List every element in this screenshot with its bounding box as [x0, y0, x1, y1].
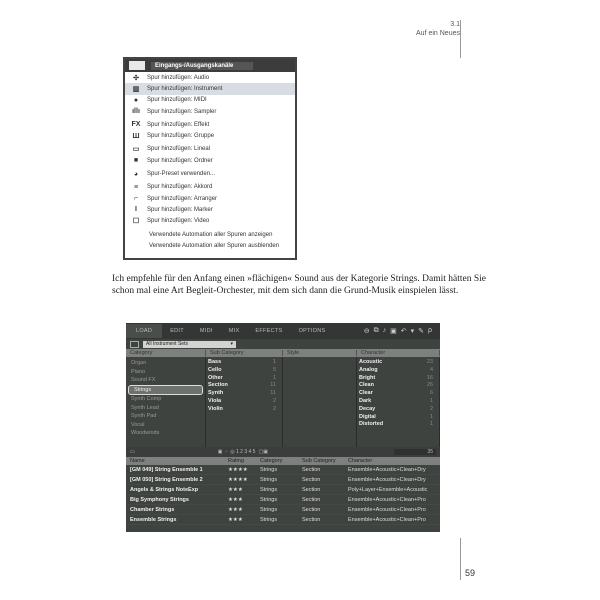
result-row[interactable] — [126, 465, 440, 475]
item-count: 5 — [272, 366, 276, 373]
menu-item-label: Spur hinzufügen: Effekt — [147, 121, 210, 128]
cell-rating: ★★★ — [228, 516, 243, 523]
category-list — [126, 357, 206, 447]
menu-item-label: Spur hinzufügen: Instrument — [147, 85, 223, 92]
filter-column-headers — [126, 349, 440, 357]
character-item[interactable] — [357, 382, 439, 390]
item-label: Other — [208, 374, 223, 381]
character-item[interactable] — [357, 375, 439, 383]
menu-item[interactable] — [125, 193, 295, 204]
subcategory-item[interactable] — [206, 359, 282, 367]
cell-name: Ensemble Strings — [130, 516, 177, 523]
col-character[interactable]: Character — [357, 350, 440, 356]
note-icon[interactable]: ♪ — [382, 327, 387, 334]
filter-icon[interactable]: ▣ — [217, 449, 223, 455]
cell-rating: ★★★ — [228, 496, 243, 503]
sampler-icon: ıllı — [132, 108, 140, 116]
cell-sub: Section — [302, 516, 321, 523]
midi-icon: ● — [133, 96, 139, 104]
col-style[interactable]: Style — [283, 350, 357, 356]
item-label: Synth — [208, 390, 224, 397]
category-item[interactable]: Piano — [131, 368, 146, 375]
character-item[interactable] — [357, 398, 439, 406]
result-row[interactable] — [126, 475, 440, 485]
category-item[interactable]: Synth Pad — [131, 413, 157, 419]
item-count: 1 — [429, 397, 433, 404]
view-icon[interactable]: ▭ — [130, 449, 135, 455]
body-paragraph: Ich empfehle für den Anfang einen »flächigen« Sound aus der Kategorie Strings. Damit hätten Sie schon mal eine Art Begleit-Orchester, mit dem sich dann die Grund-Musik einspielen lässt. — [112, 274, 486, 296]
effect-icon: FX — [131, 121, 141, 129]
result-row[interactable] — [126, 495, 440, 505]
category-item[interactable]: Synth Comp — [131, 396, 162, 402]
cell-category: Strings — [260, 466, 278, 473]
character-item[interactable] — [357, 421, 439, 429]
character-item[interactable] — [357, 406, 439, 414]
save-icon[interactable]: ▣ — [390, 328, 397, 335]
menu-item-label: Spur hinzufügen: Video — [147, 218, 210, 225]
folder-icon — [129, 61, 145, 70]
cell-sub: Section — [302, 506, 321, 513]
item-label: Bass — [208, 359, 222, 365]
subcategory-item[interactable] — [206, 375, 282, 383]
group-icon: Ш — [132, 132, 140, 140]
cell-sub: Section — [302, 476, 321, 483]
item-label: Cello — [208, 366, 222, 373]
hdr-character[interactable]: Character — [348, 458, 373, 464]
footer-rule — [460, 538, 461, 580]
character-item[interactable] — [357, 367, 439, 375]
item-count: 1 — [272, 374, 276, 381]
cell-character: Ensemble+Acoustic+Clean+Pro — [348, 516, 426, 523]
subcategory-item[interactable] — [206, 390, 282, 398]
item-count: 16 — [426, 374, 433, 381]
subcategory-item[interactable] — [206, 398, 282, 406]
item-count: 23 — [426, 359, 433, 365]
item-count: 1 — [272, 359, 276, 365]
item-count: 6 — [429, 390, 433, 397]
cell-category: Strings — [260, 486, 278, 493]
cell-rating: ★★★★ — [228, 466, 248, 473]
chevron-down-icon: ▾ — [230, 340, 233, 347]
menu-item-label: Spur hinzufügen: Ordner — [147, 157, 213, 164]
menu-item[interactable] — [125, 72, 295, 83]
tab-edit[interactable]: EDIT — [170, 328, 184, 334]
item-count: 2 — [272, 405, 276, 412]
cell-character: Ensemble+Acoustic+Clean+Dry — [348, 476, 426, 483]
result-row[interactable] — [126, 505, 440, 515]
item-label: Acoustic — [359, 359, 383, 365]
cell-name: Big Symphony Strings — [130, 496, 189, 503]
menu-item-label: Spur hinzufügen: Akkord — [147, 184, 213, 191]
tab-bar — [126, 323, 440, 339]
tab-options[interactable]: OPTIONS — [298, 328, 326, 334]
menu-item[interactable] — [125, 204, 295, 215]
cell-category: Strings — [260, 496, 278, 503]
menu-item-label: Verwendete Automation aller Spuren anzeigen — [149, 231, 273, 238]
link-icon[interactable]: ⊖ — [363, 328, 370, 335]
cell-name: Chamber Strings — [130, 506, 175, 513]
tag-icon[interactable]: ▫ — [225, 449, 228, 455]
menu-item[interactable] — [125, 106, 295, 117]
item-label: Bright — [359, 374, 376, 381]
results-header — [126, 457, 440, 465]
tab-mix[interactable]: MIX — [228, 328, 240, 334]
cell-character: Ensemble+Acoustic+Clean+Dry — [348, 466, 426, 473]
cell-rating: ★★★ — [228, 486, 243, 493]
menu-item-label: Spur hinzufügen: Audio — [147, 74, 210, 81]
character-item[interactable] — [357, 390, 439, 398]
dropdown-icon[interactable]: ▾ — [410, 328, 415, 335]
instrument-set-row — [126, 339, 440, 349]
menu-item-label: Spur hinzufügen: Lineal — [147, 146, 211, 153]
cell-rating: ★★★ — [228, 506, 243, 513]
section-number: 3.1 — [450, 21, 460, 28]
rating-filter-icon[interactable]: ◎ 1 2 3 4 5 — [230, 449, 256, 455]
item-label: Section — [208, 382, 228, 389]
cell-character: Ensemble+Acoustic+Clean+Pro — [348, 506, 426, 513]
item-label: Violin — [208, 405, 223, 412]
menu-item-label: Spur hinzufügen: MIDI — [147, 97, 207, 104]
item-label: Viola — [208, 397, 222, 404]
tab-load[interactable]: LOAD — [126, 324, 162, 338]
menu-item[interactable] — [125, 83, 295, 94]
item-count: 1 — [429, 413, 433, 420]
cell-name: [GM 049] String Ensemble 1 — [130, 466, 203, 473]
cell-sub: Section — [302, 466, 321, 473]
item-label: Decay — [359, 405, 376, 412]
cell-sub: Section — [302, 496, 321, 503]
result-row[interactable] — [126, 485, 440, 495]
item-count: 4 — [429, 366, 433, 373]
style-list — [283, 357, 357, 447]
marker-icon: I — [135, 206, 137, 214]
col-subcategory[interactable]: Sub Category — [206, 350, 283, 356]
cell-sub: Section — [302, 486, 321, 493]
cell-category: Strings — [260, 476, 278, 483]
item-count: 11 — [270, 382, 276, 389]
menu-item-label: Spur-Preset verwenden... — [147, 171, 216, 178]
menu-item[interactable] — [125, 95, 295, 106]
subcategory-item[interactable] — [206, 367, 282, 375]
menu-item[interactable] — [125, 144, 295, 155]
cell-category: Strings — [260, 516, 278, 523]
menu-item[interactable] — [125, 216, 295, 227]
subcategory-list — [206, 357, 283, 447]
col-category[interactable]: Category — [126, 350, 206, 356]
menu-item-label: Verwendete Automation aller Spuren ausblenden — [149, 242, 280, 249]
hdr-category[interactable]: Category — [260, 458, 283, 464]
character-list — [357, 357, 440, 447]
category-item[interactable]: Organ — [131, 360, 147, 366]
audio-icon: ✣ — [133, 74, 139, 82]
preset-icon: ◕ — [133, 170, 139, 178]
item-count: 2 — [272, 397, 276, 404]
menu-item[interactable] — [125, 182, 295, 193]
filter-toolbar — [126, 447, 440, 457]
result-count: 35 — [394, 449, 436, 455]
item-label: Clean — [359, 382, 374, 389]
video-icon: ☐ — [132, 218, 140, 226]
settings-icon[interactable]: ✎ — [418, 328, 425, 335]
running-head — [416, 20, 460, 38]
category-item[interactable]: Synth Lead — [131, 404, 159, 411]
instrument-browser — [126, 323, 440, 532]
menu-item[interactable] — [125, 240, 295, 251]
result-row[interactable] — [126, 515, 440, 525]
menu-item[interactable] — [125, 130, 295, 141]
hdr-name[interactable]: Name — [130, 458, 145, 464]
toolbar-icons — [364, 327, 440, 335]
add-track-context-menu — [123, 57, 297, 260]
item-count: 26 — [426, 382, 433, 389]
item-label: Digital — [359, 413, 376, 420]
tab-midi[interactable]: MIDI — [199, 328, 213, 334]
hdr-subcategory[interactable]: Sub Category — [302, 458, 336, 464]
category-item[interactable]: Woodwinds — [131, 430, 160, 436]
cell-character: Poly+Layer+Ensemble+Acoustic — [348, 486, 428, 493]
menu-item-label: Spur hinzufügen: Arranger — [147, 195, 218, 202]
category-item[interactable]: Vocal — [131, 421, 145, 428]
menu-header — [125, 59, 295, 72]
category-item[interactable]: Strings — [128, 385, 203, 396]
tab-effects[interactable]: EFFECTS — [255, 328, 283, 334]
item-label: Analog — [359, 366, 378, 373]
cell-name: [GM 050] String Ensemble 2 — [130, 476, 203, 483]
character-item[interactable] — [357, 414, 439, 422]
item-label: Clear — [359, 390, 373, 397]
header-rule — [460, 20, 461, 58]
item-count: 1 — [429, 421, 433, 428]
hdr-rating[interactable]: Rating — [228, 458, 244, 464]
instrument-icon: ▥ — [132, 85, 140, 93]
menu-item-label: Spur hinzufügen: Gruppe — [147, 133, 215, 140]
ruler-icon: ▭ — [132, 146, 140, 154]
view-toggle-icon[interactable] — [130, 341, 139, 348]
item-label: Distorted — [359, 421, 384, 428]
item-count: 2 — [429, 405, 433, 412]
cell-character: Ensemble+Acoustic+Clean+Pro — [348, 496, 426, 503]
category-item[interactable]: Sound FX — [131, 377, 156, 383]
item-label: Dark — [359, 397, 372, 404]
folder-icon: ■ — [133, 157, 139, 165]
menu-header-title: Eingangs-/Ausgangskanäle — [151, 62, 253, 70]
menu-item[interactable] — [125, 229, 295, 240]
arranger-icon: ⌐ — [133, 195, 139, 203]
chord-icon: ≡ — [133, 183, 139, 191]
section-title: Auf ein Neues — [416, 30, 460, 37]
instrument-set-select[interactable]: All Instrument Sets ▾ — [143, 341, 236, 348]
character-item[interactable] — [357, 359, 439, 367]
subcategory-item[interactable] — [206, 406, 282, 414]
page-number: 59 — [465, 568, 476, 578]
item-count: 11 — [270, 390, 276, 397]
menu-item[interactable] — [125, 155, 295, 166]
undo-icon[interactable]: ↶ — [400, 328, 407, 335]
menu-item[interactable] — [125, 168, 295, 179]
preset-icon[interactable]: ⧉ — [373, 327, 379, 334]
grid-icon[interactable]: ▢▣ — [258, 449, 268, 455]
menu-item-label: Spur hinzufügen: Sampler — [147, 108, 217, 115]
results-list — [126, 465, 440, 525]
subcategory-item[interactable] — [206, 382, 282, 390]
cell-name: Angels & Strings NoteExp — [130, 486, 199, 493]
pin-icon[interactable]: ρ — [428, 327, 432, 334]
cell-rating: ★★★★ — [228, 476, 248, 483]
menu-item[interactable] — [125, 119, 295, 130]
cell-category: Strings — [260, 506, 278, 513]
menu-item-label: Spur hinzufügen: Marker — [147, 206, 213, 213]
